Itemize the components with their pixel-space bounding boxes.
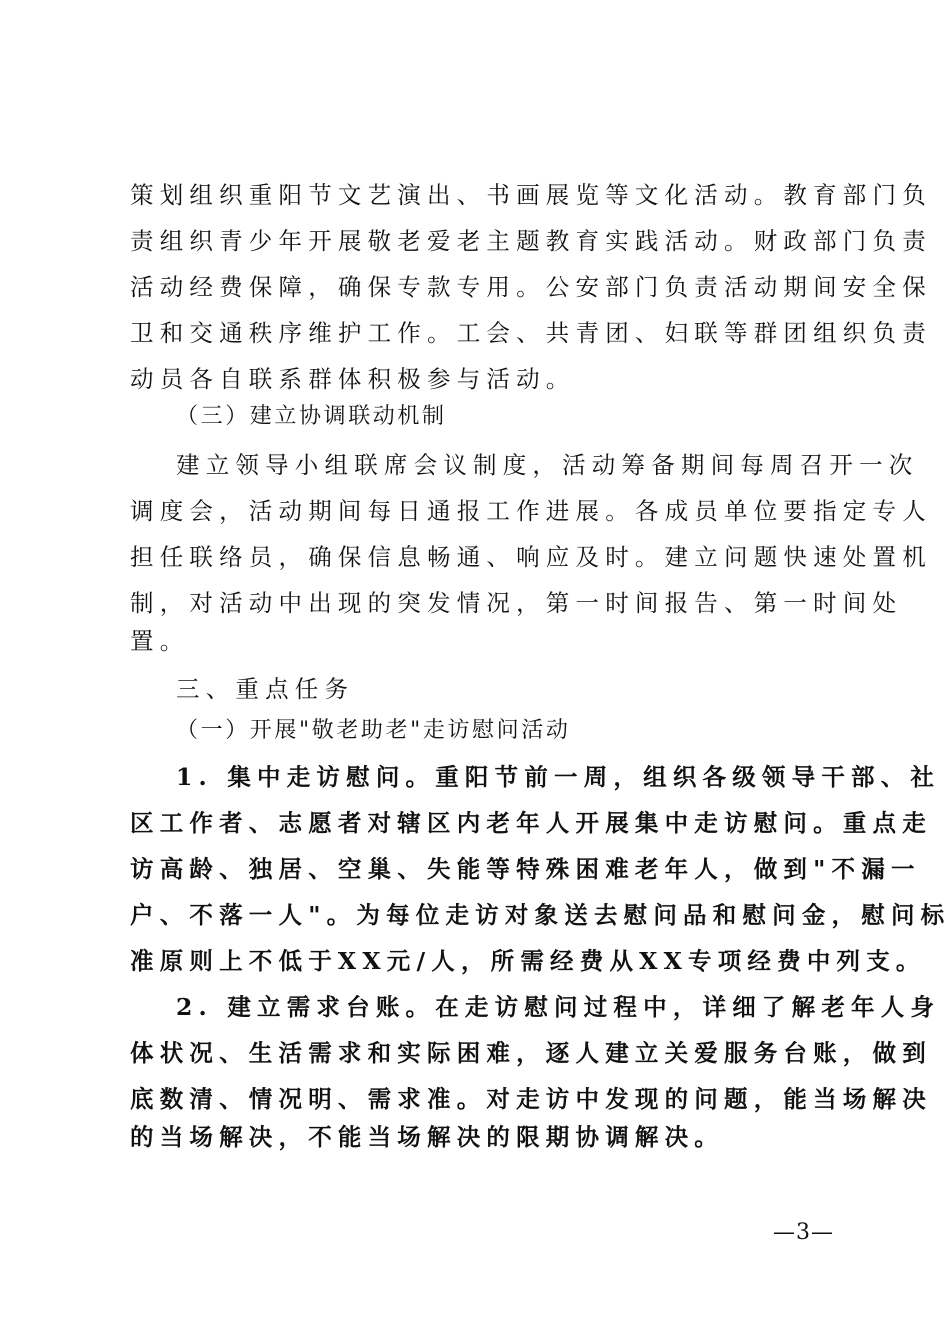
paragraph-line: 置。 bbox=[130, 627, 190, 655]
item-line: 2. 建立需求台账。在走访慰问过程中，详细了解老年人身 bbox=[176, 993, 941, 1021]
paragraph-line: 担任联络员，确保信息畅通、响应及时。建立问题快速处置机 bbox=[130, 543, 932, 571]
subheading-coordination: （三）建立协调联动机制 bbox=[176, 404, 447, 429]
paragraph-line: 制，对活动中出现的突发情况，第一时间报告、第一时间处 bbox=[130, 589, 903, 617]
paragraph-line: 责组织青少年开展敬老爱老主题教育实践活动。财政部门负责 bbox=[130, 227, 932, 255]
paragraph-line: 调度会，活动期间每日通报工作进展。各成员单位要指定专人 bbox=[130, 497, 932, 525]
paragraph-line: 建立领导小组联席会议制度，活动筹备期间每周召开一次 bbox=[176, 451, 919, 479]
paragraph-line: 动员各自联系群体积极参与活动。 bbox=[130, 365, 576, 393]
subheading-visits: （一）开展"敬老助老"走访慰问活动 bbox=[176, 718, 571, 743]
item-line: 的当场解决，不能当场解决的限期协调解决。 bbox=[130, 1123, 724, 1151]
item-line: 底数清、情况明、需求准。对走访中发现的问题，能当场解决 bbox=[130, 1085, 932, 1113]
paragraph-line: 卫和交通秩序维护工作。工会、共青团、妇联等群团组织负责 bbox=[130, 319, 932, 347]
page-number: —3— bbox=[773, 1220, 834, 1245]
section-heading-key-tasks: 三、重点任务 bbox=[176, 675, 355, 703]
paragraph-line: 活动经费保障，确保专款专用。公安部门负责活动期间安全保 bbox=[130, 273, 932, 301]
item-line: 户、不落一人"。为每位走访对象送去慰问品和慰问金，慰问标 bbox=[130, 901, 950, 929]
item-line: 体状况、生活需求和实际困难，逐人建立关爱服务台账，做到 bbox=[130, 1039, 932, 1067]
item-line: 1. 集中走访慰问。重阳节前一周，组织各级领导干部、社 bbox=[176, 763, 941, 791]
item-line: 区工作者、志愿者对辖区内老年人开展集中走访慰问。重点走 bbox=[130, 809, 932, 837]
item-line: 访高龄、独居、空巢、失能等特殊困难老年人，做到"不漏一 bbox=[130, 855, 921, 883]
item-line: 准原则上不低于XX元/人，所需经费从XX专项经费中列支。 bbox=[130, 947, 926, 975]
paragraph-line: 策划组织重阳节文艺演出、书画展览等文化活动。教育部门负 bbox=[130, 181, 932, 209]
